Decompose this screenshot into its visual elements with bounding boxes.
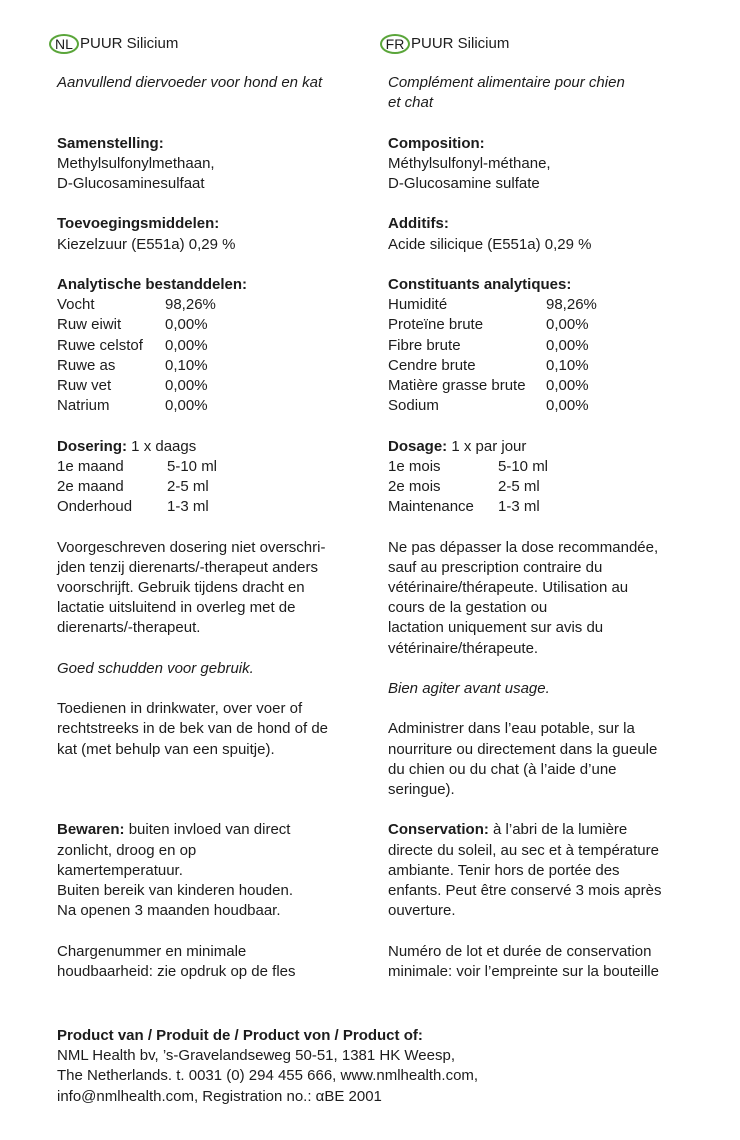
fr-subtitle-line: et chat	[388, 94, 434, 112]
fr-storage-line: enfants. Peut être conservé 3 mois après	[388, 882, 662, 899]
nl-storage-line: Buiten bereik van kinderen houden.	[57, 881, 294, 899]
nl-warning-line: voorschrijft. Gebruik tijdens dracht en	[57, 578, 305, 596]
fr-dosage-label: 2e mois	[388, 478, 441, 495]
nl-storage-line: kamertemperatuur.	[57, 861, 183, 879]
fr-warning-line: lactation uniquement sur avis du	[388, 619, 604, 637]
nl-language-badge: NL	[49, 34, 79, 54]
fr-column	[385, 33, 708, 982]
fr-analytic-label: Fibre brute	[388, 336, 461, 354]
nl-analytic-row	[57, 376, 369, 396]
footer-line: info@nmlhealth.com, Registration no.: αBE 2001	[57, 1087, 382, 1105]
fr-dosage-label: 1e mois	[388, 457, 441, 475]
fr-storage-first: à l’abri de la lumière	[488, 821, 628, 839]
footer-line: The Netherlands. t. 0031 (0) 294 455 666, www.nmlhealth.com,	[57, 1067, 479, 1085]
nl-dosage-heading	[57, 437, 369, 457]
fr-dosage-frequency: 1 x par jour	[447, 437, 527, 455]
nl-analytic-label: Ruw vet	[57, 376, 112, 394]
fr-additives-title: Additifs:	[388, 215, 449, 233]
fr-warning-line: Ne pas dépasser la dose recommandée,	[388, 538, 659, 556]
fr-warning-line: vétérinaire/thérapeute. Utilisation au	[388, 579, 629, 596]
manufacturer-footer	[57, 1026, 717, 1107]
nl-dosage-row	[57, 457, 369, 477]
fr-dosage-row	[388, 477, 708, 497]
fr-analytic-value: 0,10%	[546, 356, 589, 374]
nl-shake-note: Goed schudden voor gebruik.	[57, 659, 254, 677]
fr-dosage-value: 5-10 ml	[498, 457, 549, 475]
fr-warning-line: cours de la gestation ou	[388, 599, 548, 617]
fr-additives-value: Acide silicique (E551a) 0,29 %	[388, 235, 592, 253]
nl-admin-line: kat (met behulp van een spuitje).	[57, 740, 275, 758]
fr-admin-line: du chien ou du chat (à l’aide d’une	[388, 760, 617, 778]
fr-analytic-label: Humidité	[388, 296, 448, 314]
nl-analytic-value: 0,00%	[165, 376, 208, 394]
nl-subtitle: Aanvullend diervoeder voor hond en kat	[57, 74, 323, 91]
fr-storage-line: ouverture.	[388, 902, 456, 920]
nl-storage-line: zonlicht, droog en op	[57, 841, 197, 859]
nl-admin-line: rechtstreeks in de bek van de hond of de	[57, 720, 329, 738]
nl-warning-line: lactatie uitsluitend in overleg met de	[57, 599, 296, 617]
footer-title: Product van / Produit de / Product von / Product of:	[57, 1027, 423, 1044]
nl-batch-line: houdbaarheid: zie opdruk op de fles	[57, 962, 296, 980]
fr-warning-line: vétérinaire/thérapeute.	[388, 639, 539, 657]
nl-analytic-value: 98,26%	[165, 296, 216, 314]
nl-warning-line: jden tenzij dierenarts/-therapeut anders	[57, 558, 318, 576]
fr-analytic-row	[388, 376, 708, 396]
footer-line: NML Health bv, ’s-Gravelandseweg 50-51, 1381 HK Weesp,	[57, 1047, 455, 1065]
fr-admin-line: seringue).	[388, 781, 455, 798]
fr-subtitle-line: Complément alimentaire pour chien	[388, 74, 625, 91]
fr-dosage-row	[388, 457, 708, 477]
nl-analytic-value: 0,00%	[165, 336, 208, 354]
fr-analytic-row	[388, 315, 708, 335]
nl-analytic-value: 0,00%	[165, 397, 208, 415]
nl-dosage-label: Onderhoud	[57, 498, 133, 516]
fr-batch-line: Numéro de lot et durée de conservation	[388, 942, 652, 960]
fr-analytic-value: 0,00%	[546, 336, 589, 354]
fr-header	[385, 33, 708, 55]
fr-storage-line: directe du soleil, au sec et à température	[388, 841, 659, 859]
fr-composition-line: D-Glucosamine sulfate	[388, 175, 540, 192]
nl-storage-line: Na openen 3 maanden houdbaar.	[57, 902, 281, 920]
fr-language-badge: FR	[380, 34, 410, 54]
fr-analytic-row	[388, 356, 708, 376]
fr-dosage-row	[388, 497, 708, 517]
fr-analytic-value: 0,00%	[546, 316, 589, 334]
fr-storage-line: ambiante. Tenir hors de portée des	[388, 861, 620, 879]
fr-analytic-label: Matière grasse brute	[388, 377, 526, 394]
fr-dosage-label: Maintenance	[388, 498, 474, 516]
nl-composition-line: D-Glucosaminesulfaat	[57, 174, 205, 192]
nl-column	[57, 33, 369, 982]
nl-dosage-title: Dosering:	[57, 437, 128, 455]
fr-warning-line: sauf au prescription contraire du	[388, 558, 603, 576]
fr-analytic-value: 98,26%	[546, 296, 597, 314]
nl-dosage-value: 2-5 ml	[167, 477, 209, 495]
fr-analytic-title: Constituants analytiques:	[388, 275, 572, 293]
fr-dosage-value: 1-3 ml	[498, 498, 540, 516]
nl-header	[57, 33, 369, 55]
nl-analytic-label: Ruwe celstof	[57, 336, 143, 354]
fr-composition-title: Composition:	[388, 134, 485, 152]
fr-storage-heading	[388, 820, 708, 840]
fr-dosage-title: Dosage:	[388, 437, 448, 455]
nl-composition-title: Samenstelling:	[57, 134, 164, 152]
nl-analytic-row	[57, 315, 369, 335]
fr-analytic-row	[388, 295, 708, 315]
nl-analytic-row	[57, 295, 369, 315]
nl-analytic-row	[57, 396, 369, 416]
fr-analytic-label: Cendre brute	[388, 356, 476, 374]
nl-storage-heading	[57, 820, 369, 840]
nl-additives-value: Kiezelzuur (E551a) 0,29 %	[57, 235, 236, 253]
nl-warning-line: dierenarts/-therapeut.	[57, 619, 201, 637]
nl-product-name: PUUR Silicium	[80, 34, 179, 52]
nl-dosage-row	[57, 477, 369, 497]
fr-shake-note: Bien agiter avant usage.	[388, 680, 550, 697]
nl-dosage-frequency: 1 x daags	[127, 437, 197, 455]
nl-additives-title: Toevoegingsmiddelen:	[57, 215, 220, 233]
nl-dosage-row	[57, 497, 369, 517]
nl-analytic-value: 0,00%	[165, 316, 208, 334]
nl-storage-title: Bewaren:	[57, 821, 125, 839]
fr-product-name: PUUR Silicium	[411, 34, 510, 52]
nl-composition-line: Methylsulfonylmethaan,	[57, 154, 215, 172]
nl-analytic-label: Ruw eiwit	[57, 316, 122, 334]
nl-admin-line: Toedienen in drinkwater, over voer of	[57, 700, 303, 718]
nl-dosage-label: 1e maand	[57, 457, 124, 475]
fr-dosage-heading	[388, 437, 708, 457]
fr-storage-title: Conservation:	[388, 821, 489, 839]
nl-batch-line: Chargenummer en minimale	[57, 942, 247, 960]
nl-analytic-label: Vocht	[57, 296, 95, 314]
fr-analytic-value: 0,00%	[546, 397, 589, 415]
nl-analytic-label: Natrium	[57, 397, 110, 415]
nl-analytic-value: 0,10%	[165, 356, 208, 374]
fr-admin-line: nourriture ou directement dans la gueule	[388, 740, 658, 758]
nl-analytic-row	[57, 356, 369, 376]
nl-warning-line: Voorgeschreven dosering niet overschri-	[57, 538, 326, 556]
fr-analytic-value: 0,00%	[546, 377, 589, 394]
nl-dosage-value: 5-10 ml	[167, 457, 218, 475]
fr-analytic-row	[388, 336, 708, 356]
fr-admin-line: Administrer dans l’eau potable, sur la	[388, 720, 635, 738]
fr-analytic-label: Proteïne brute	[388, 316, 484, 334]
fr-dosage-value: 2-5 ml	[498, 478, 540, 495]
fr-analytic-label: Sodium	[388, 397, 439, 415]
nl-analytic-row	[57, 336, 369, 356]
nl-analytic-label: Ruwe as	[57, 356, 116, 374]
nl-storage-first: buiten invloed van direct	[124, 821, 291, 839]
nl-dosage-value: 1-3 ml	[167, 498, 209, 516]
nl-dosage-label: 2e maand	[57, 477, 124, 495]
nl-analytic-title: Analytische bestanddelen:	[57, 275, 248, 293]
fr-analytic-row	[388, 396, 708, 416]
fr-composition-line: Méthylsulfonyl-méthane,	[388, 154, 551, 172]
fr-batch-line: minimale: voir l’empreinte sur la bouteille	[388, 962, 659, 980]
